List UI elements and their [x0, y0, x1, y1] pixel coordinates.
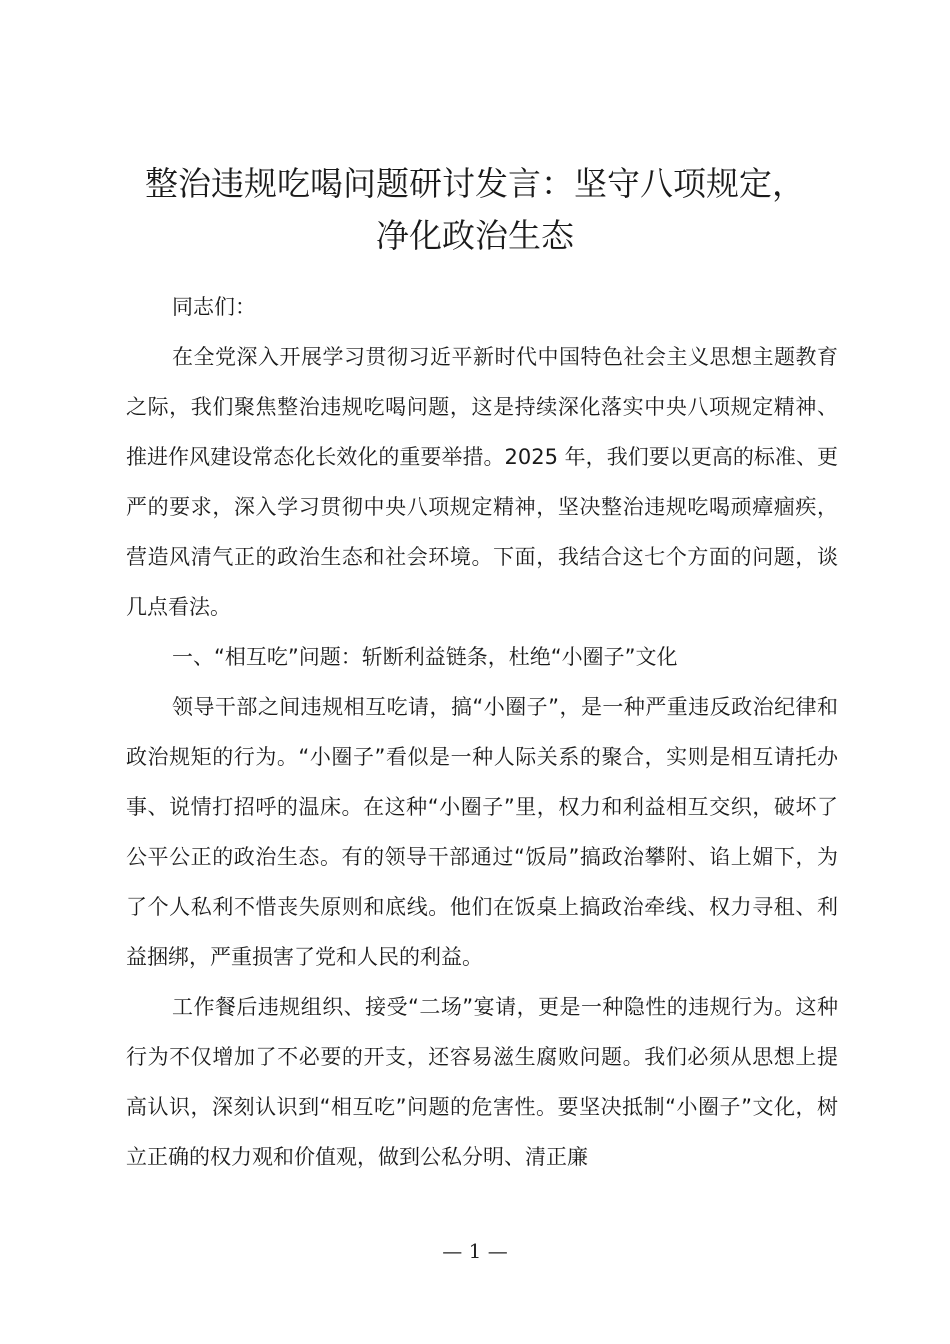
- page-number: — 1 —: [442, 1239, 508, 1263]
- title-line-2: 净化政治生态: [376, 216, 574, 255]
- paragraph-intro: 在全党深入开展学习贯彻习近平新时代中国特色社会主义思想主题教育之际，我们聚焦整治违规吃喝问题，这是持续深化落实中央八项规定精神、推进作风建设常态化长效化的重要举措。2025 年，我们要以更高的标准、更严的要求，深入学习贯彻中央八项规定精神，坚决整治违规吃喝顽瘴痼疾，营造风清气正的政治生态和社会环境。下面，我结合这七个方面的问题，谈几点看法。: [126, 345, 838, 619]
- document-body: [126, 282, 838, 1182]
- title-line-1: 整治违规吃喝问题研讨发言：坚守八项规定，: [145, 164, 805, 203]
- paragraph: 领导干部之间违规相互吃请，搞“小圈子”，是一种严重违反政治纪律和政治规矩的行为。“小圈子”看似是一种人际关系的聚合，实则是相互请托办事、说情打招呼的温床。在这种“小圈子”里，权力和利益相互交织，破坏了公平公正的政治生态。有的领导干部通过“饭局”搞政治攀附、谄上媚下，为了个人私利不惜丧失原则和底线。他们在饭桌上搞政治牵线、权力寻租、利益捆绑，严重损害了党和人民的利益。: [126, 695, 838, 969]
- salutation: 同志们：: [172, 295, 256, 319]
- document-title: [100, 158, 850, 262]
- section-heading-1: 一、“相互吃”问题：斩断利益链条，杜绝“小圈子”文化: [172, 645, 678, 669]
- paragraph: 工作餐后违规组织、接受“二场”宴请，更是一种隐性的违规行为。这种行为不仅增加了不必要的开支，还容易滋生腐败问题。我们必须从思想上提高认识，深刻认识到“相互吃”问题的危害性。要坚决抵制“小圈子”文化，树立正确的权力观和价值观，做到公私分明、清正廉: [126, 995, 838, 1169]
